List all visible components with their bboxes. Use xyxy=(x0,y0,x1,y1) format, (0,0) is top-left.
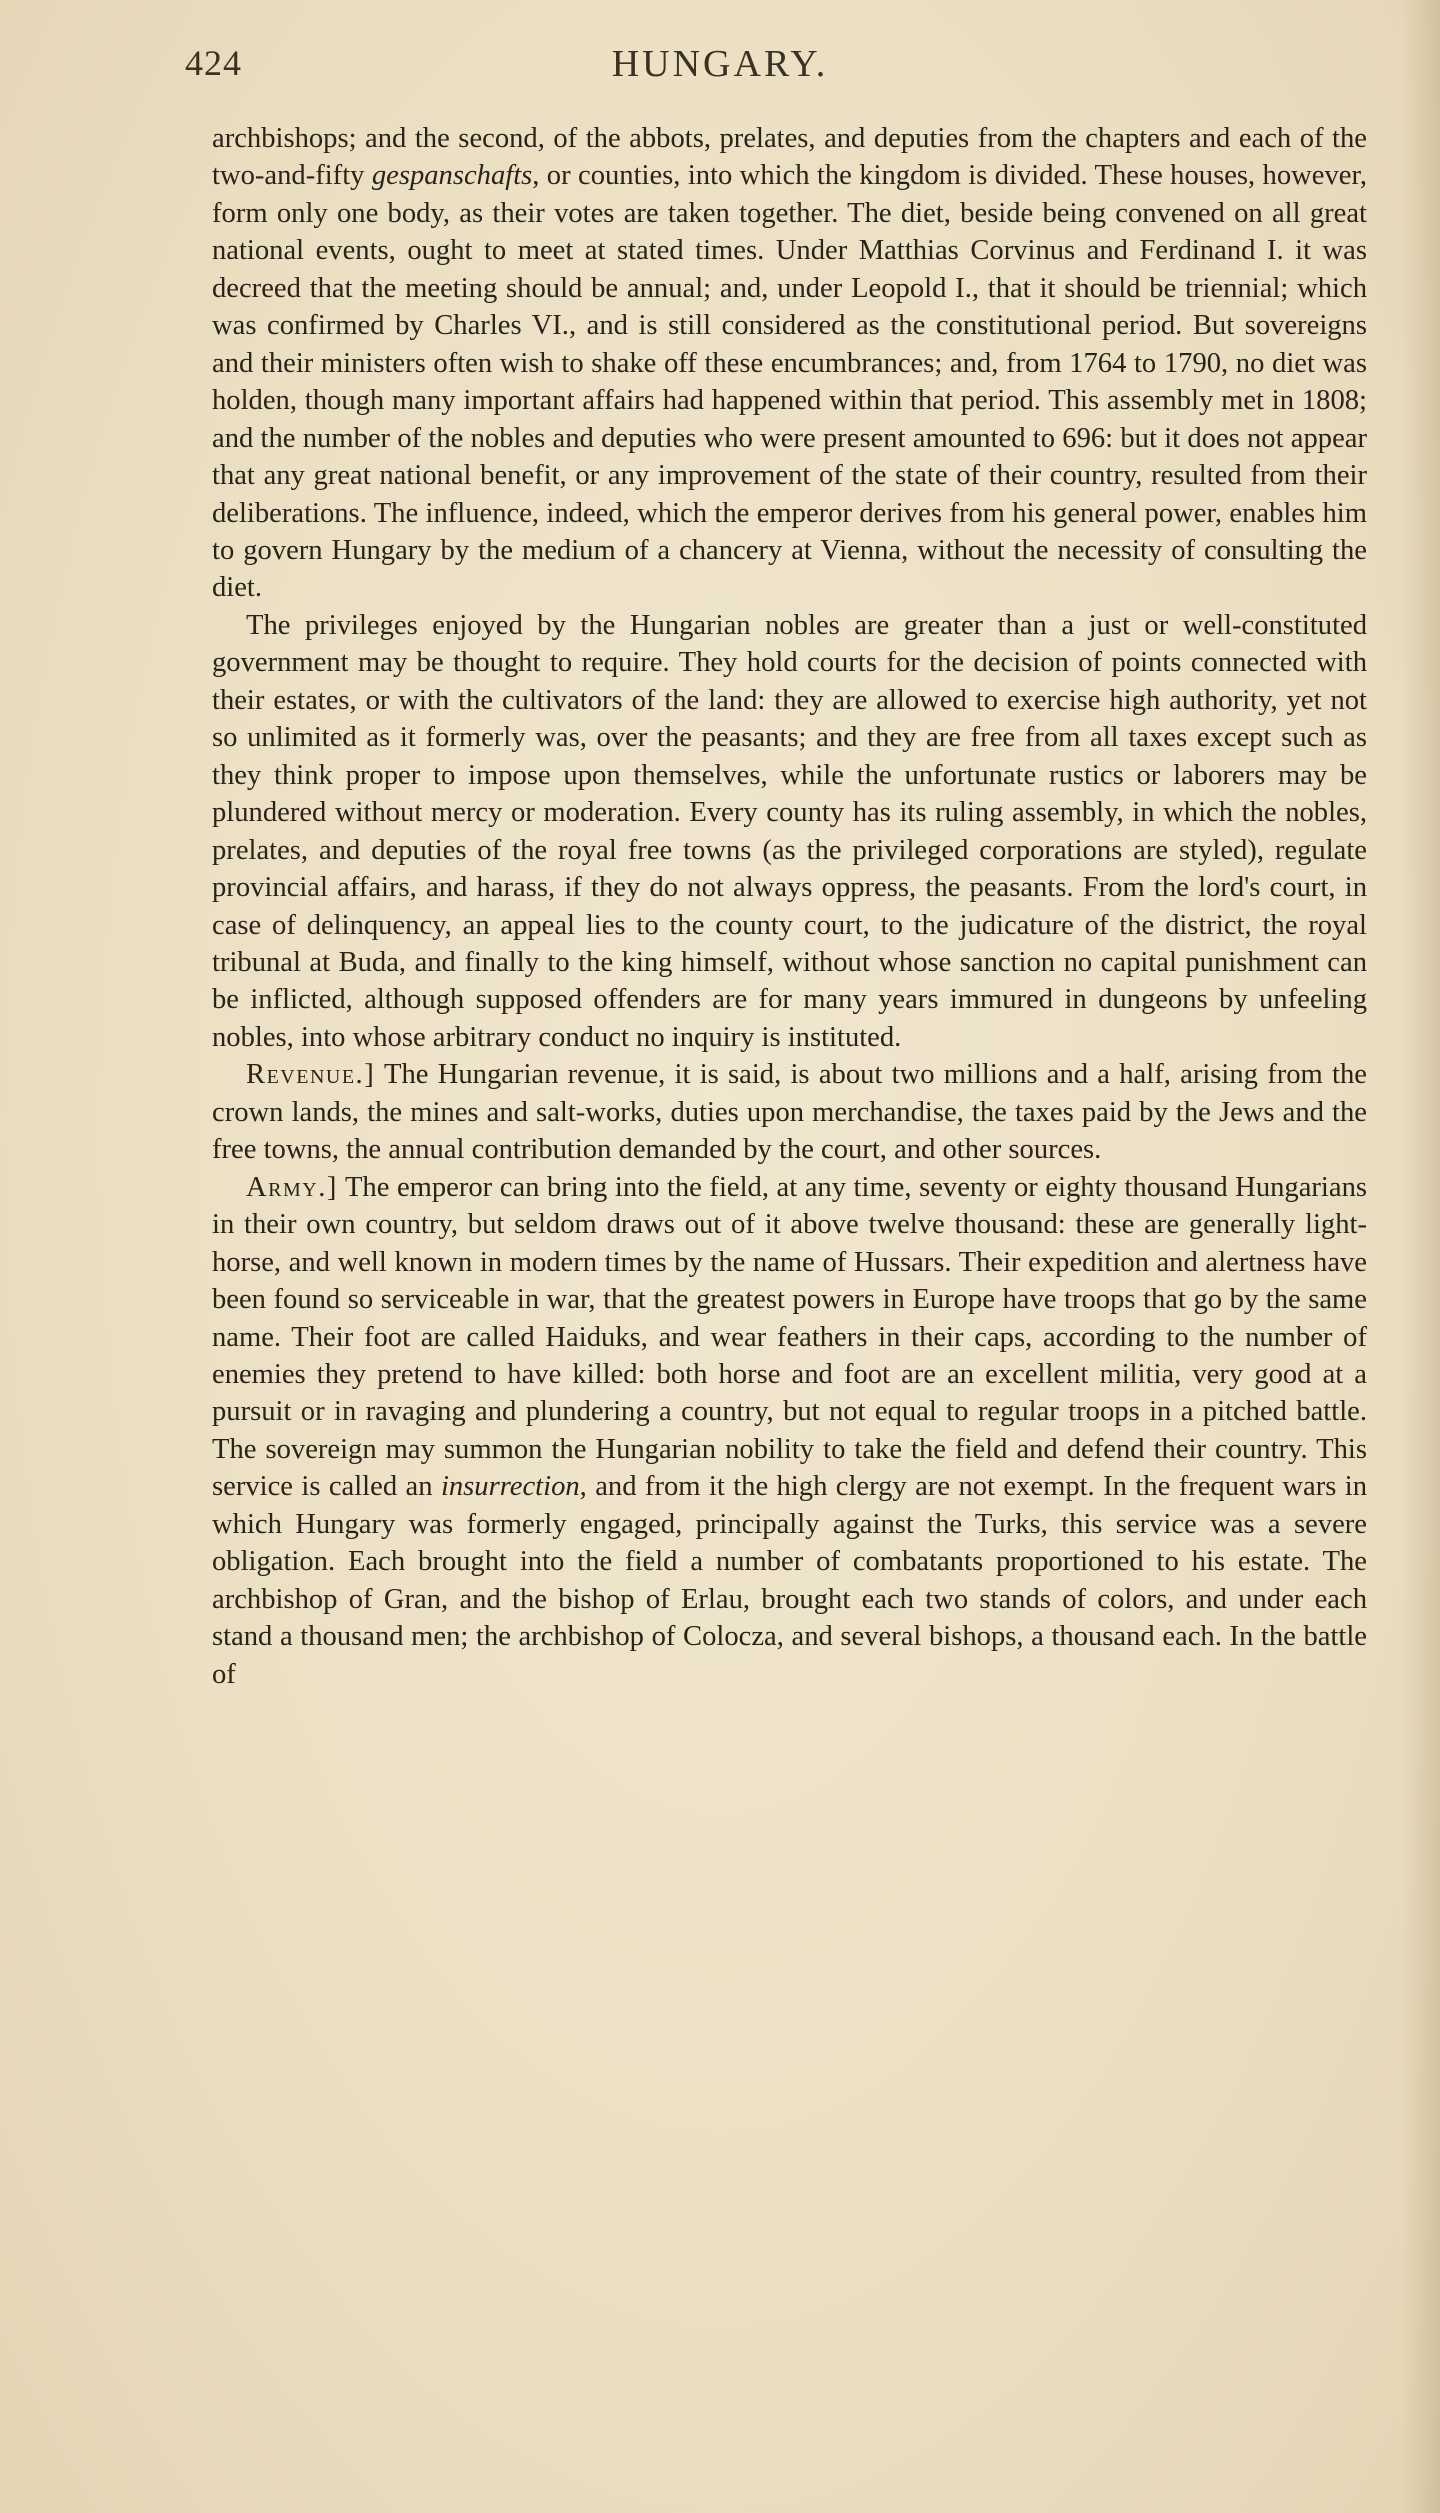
paragraph-army-text-cont: , and from it the high clergy are not exempt. In the frequent wars in which Hungary was formerly engaged, principally against the Turks, this service was a severe obligation. Each brought into the field a number of combatants proportioned to his estate. The archbishop of Gran, and the bishop of Erlau, brought each two stands of colors, and under each stand a thousand men; the archbishop of Colocza, and several bishops, a thousand each. In the battle of xyxy=(212,1471,1368,1690)
paragraph-revenue-text: The Hungarian revenue, it is said, is about two millions and a half, arising from the crown lands, the mines and salt-works, duties upon merchandise, the taxes paid by the Jews and the free towns, the annual contribution demanded by the court, and other sources. xyxy=(212,1059,1367,1166)
term-gespanschafts: gespanschafts xyxy=(371,160,533,192)
paragraph-diet-text-cont: , or counties, into which the kingdom is divided. These houses, however, form only one body, as their votes are taken together. The diet, beside being convened on all great national events, ought to meet at stated times. Under Matthias Corvinus and Ferdinand I. it was decreed that the meeting should be annual; and, under Leopold I., that it should be triennial; which was confirmed by Charles VI., and is still considered as the constitutional period. But sovereigns and their ministers often wish to shake off these encumbrances; and, from 1764 to 1790, no diet was holden, though many important affairs had happened within that period. This assembly met in 1808; and the number of the nobles and deputies who were present amounted to 696: but it does not appear that any great national benefit, or any improvement of the state of their country, resulted from their deliberations. The influence, indeed, which the emperor derives from his general power, enables him to govern Hungary by the medium of a chancery at Vienna, without the necessity of consulting the diet. xyxy=(212,160,1367,604)
running-head xyxy=(0,42,1440,102)
paragraph-army-text: The emperor can bring into the field, at any time, seventy or eighty thousand Hungarians in their own country, but seldom draws out of it above twelve thousand: these are generally light-horse, and well known in modern times by the name of Hussars. Their expedition and alertness have been found so serviceable in war, that the greatest powers in Europe have troops that go by the same name. Their foot are called Haiduks, and wear feathers in their caps, according to the number of enemies they pretend to have killed: both horse and foot are an excellent militia, very good at a pursuit or in ravaging and plundering a country, but not equal to regular troops in a pitched battle. The sovereign may summon the Hungarian nobility to take the field and defend their country. This service is called an xyxy=(212,1171,1367,1503)
paragraph-diet-text: archbishops; and the second, of the abbots, prelates, and deputies from the chapters and each of the two-and-fifty xyxy=(212,123,1367,192)
term-insurrection: insurrection xyxy=(440,1471,580,1503)
paragraph-diet xyxy=(212,120,1367,607)
page-edge-shadow xyxy=(1402,0,1440,2513)
body-text xyxy=(212,120,1367,1693)
section-head-army: Army.] xyxy=(246,1171,338,1203)
paragraph-privileges: The privileges enjoyed by the Hungarian nobles are greater than a just or well-constituted government may be thought to require. They hold courts for the decision of points connected with their estates, or with the cultivators of the land: they are allowed to exercise high authority, yet not so unlimited as it formerly was, over the peasants; and they are free from all taxes except such as they think proper to impose upon themselves, while the unfortunate rustics or laborers may be plundered without mercy or moderation. Every county has its ruling assembly, in which the nobles, prelates, and deputies of the royal free towns (as the privileged corporations are styled), regulate provincial affairs, and harass, if they do not always oppress, the peasants. From the lord's court, in case of delinquency, an appeal lies to the county court, to the judicature of the district, the royal tribunal at Buda, and finally to the king himself, without whose sanction no capital punishment can be inflicted, although supposed offenders are for many years immured in dungeons by unfeeling nobles, into whose arbitrary conduct no inquiry is instituted. xyxy=(212,609,1367,1053)
paragraph-revenue xyxy=(212,1056,1367,1168)
section-head-revenue: Revenue.] xyxy=(246,1059,376,1091)
page-number: 424 xyxy=(185,43,242,83)
running-title: HUNGARY. xyxy=(611,43,829,85)
paragraph-army xyxy=(212,1169,1367,1693)
